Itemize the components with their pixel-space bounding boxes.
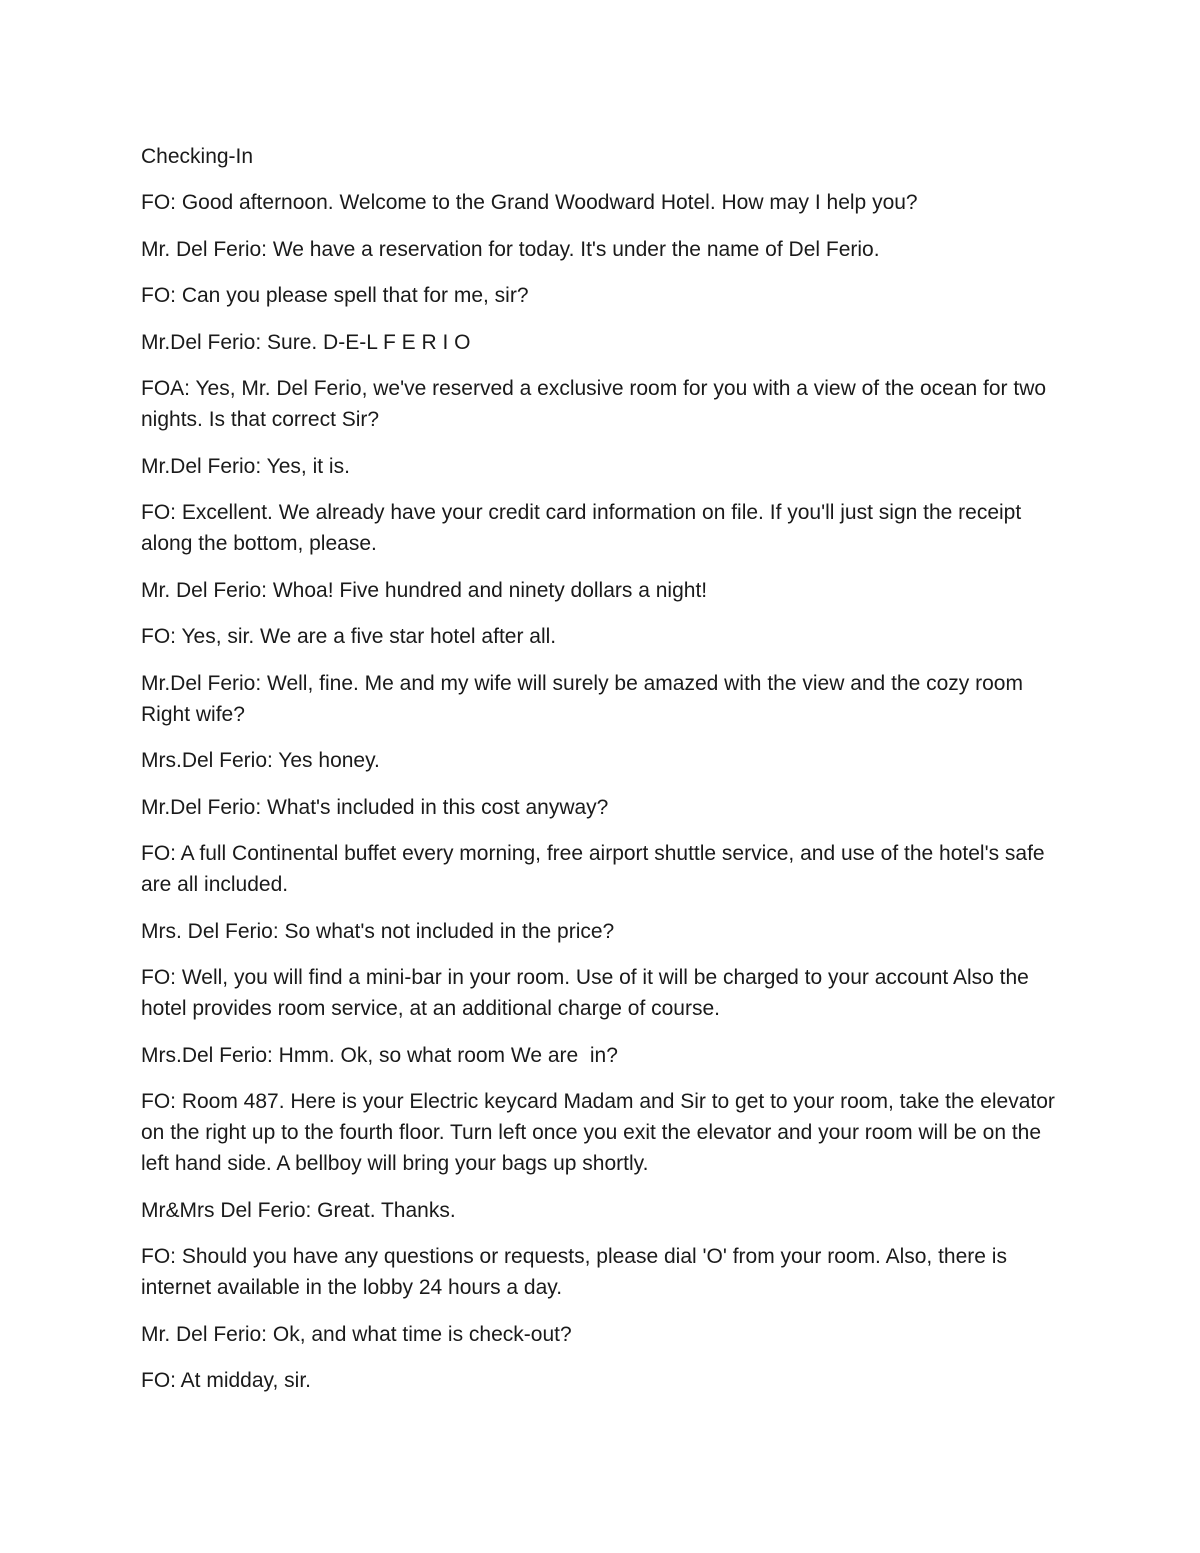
dialogue-line: FO: Excellent. We already have your credit card information on file. If you'll just sign the receipt along the bottom, please. (141, 501, 1028, 555)
dialogue-list (141, 187, 1061, 1396)
dialogue-line: FO: At midday, sir. (141, 1369, 311, 1392)
dialogue-line: Mr. Del Ferio: Whoa! Five hundred and ninety dollars a night! (141, 578, 708, 602)
dialogue-line: FO: A full Continental buffet every morning, free airport shuttle service, and use of the hotel's safe are all included. (141, 842, 1051, 896)
dialogue-line: FO: Yes, sir. We are a five star hotel after all. (141, 625, 557, 648)
dialogue-line: Mr.Del Ferio: Sure. D-E-L F E R I O (141, 330, 471, 354)
dialogue-line: Mr.Del Ferio: What's included in this cost anyway? (141, 795, 609, 819)
dialogue-line: FO: Can you please spell that for me, sir? (141, 284, 529, 307)
dialogue-line: Mr.Del Ferio: Well, fine. Me and my wife will surely be amazed with the view and the cozy room Right wife? (141, 671, 1029, 726)
dialogue-line: FO: Good afternoon. Welcome to the Grand Woodward Hotel. How may I help you? (141, 191, 918, 214)
dialogue-line: Mr. Del Ferio: We have a reservation for today. It's under the name of Del Ferio. (141, 237, 880, 261)
dialogue-line: FO: Room 487. Here is your Electric keycard Madam and Sir to get to your room, take the elevator on the right up to the fourth floor. Turn left once you exit the elevator and your room will be on the left hand side. A bellboy will bring your bags up shortly. (141, 1090, 1061, 1175)
dialogue-line: FO: Well, you will find a mini-bar in your room. Use of it will be charged to your account Also the hotel provides room service, at an additional charge of course. (141, 966, 1035, 1020)
document-title: Checking-In (141, 145, 254, 168)
dialogue-line: Mrs.Del Ferio: Yes honey. (141, 749, 380, 772)
document-body (141, 141, 1061, 1412)
dialogue-line: Mr. Del Ferio: Ok, and what time is check-out? (141, 1322, 572, 1346)
dialogue-line: Mr&Mrs Del Ferio: Great. Thanks. (141, 1198, 456, 1222)
dialogue-line: Mr.Del Ferio: Yes, it is. (141, 454, 350, 478)
dialogue-line: FO: Should you have any questions or requests, please dial 'O' from your room. Also, there is internet available in the lobby 24 hours a day. (141, 1245, 1013, 1299)
dialogue-line: Mrs. Del Ferio: So what's not included in the price? (141, 919, 615, 943)
dialogue-line: Mrs.Del Ferio: Hmm. Ok, so what room We are in? (141, 1043, 618, 1067)
dialogue-line: FOA: Yes, Mr. Del Ferio, we've reserved a exclusive room for you with a view of the ocean for two nights. Is that correct Sir? (141, 377, 1052, 431)
